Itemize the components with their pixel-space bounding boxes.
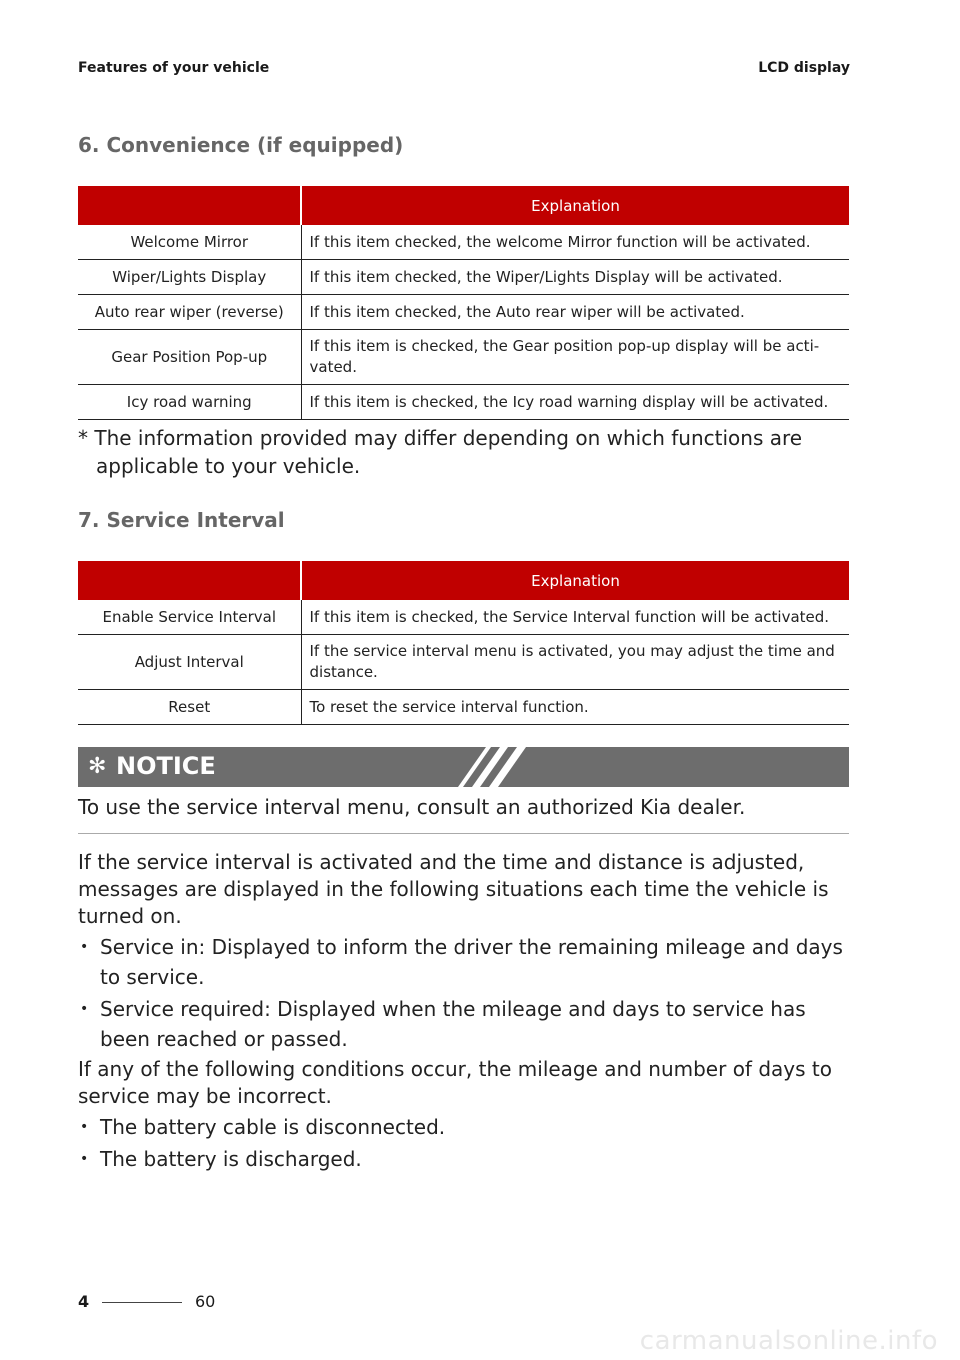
table-row — [78, 385, 849, 420]
service-interval-table — [78, 561, 849, 725]
section-number: 4 — [78, 1292, 90, 1311]
row-label: Adjust Interval — [78, 635, 301, 690]
service-interval-title: 7. Service Interval — [78, 508, 285, 532]
convenience-title: 6. Convenience (if equipped) — [78, 133, 404, 157]
header-chapter-title: LCD display — [758, 60, 850, 76]
notice-banner — [78, 747, 849, 787]
table-header-empty — [78, 186, 301, 225]
row-label: Icy road warning — [78, 385, 301, 420]
header-section-title: Features of your vehicle — [78, 60, 270, 76]
row-label: Wiper/Lights Display — [78, 260, 301, 295]
row-explanation: If this item checked, the Wiper/Lights Display will be activated. — [301, 260, 849, 295]
list-item: • Service required: Displayed when the mileage and days to service has been reached or passed. — [78, 994, 850, 1054]
row-label: Auto rear wiper (reverse) — [78, 295, 301, 330]
footnote-line-1: * The information provided may differ depending on which functions are — [78, 426, 803, 450]
notice-label: NOTICE — [116, 752, 216, 780]
table-header-explanation: Explanation — [301, 186, 849, 225]
paragraph: If the service interval is activated and the time and distance is adjusted, messages are displayed in the following situations each time the vehicle is turned on. — [78, 850, 829, 928]
row-explanation: If the service interval menu is activated, you may adjust the time and distance. — [301, 635, 849, 690]
table-row — [78, 295, 849, 330]
table-row — [78, 225, 849, 260]
row-explanation: If this item is checked, the Service Interval function will be activated. — [301, 600, 849, 635]
table-row — [78, 635, 849, 690]
notice-divider — [78, 833, 849, 834]
row-explanation: If this item checked, the Auto rear wiper will be activated. — [301, 295, 849, 330]
row-label: Gear Position Pop-up — [78, 330, 301, 385]
table-row — [78, 260, 849, 295]
row-label: Reset — [78, 690, 301, 725]
row-explanation: To reset the service interval function. — [301, 690, 849, 725]
footer-divider — [102, 1302, 182, 1303]
list-item: • Service in: Displayed to inform the driver the remaining mileage and days to service. — [78, 932, 850, 992]
watermark: carmanualsonline.info — [639, 1326, 938, 1356]
row-label: Enable Service Interval — [78, 600, 301, 635]
table-header-explanation: Explanation — [301, 561, 849, 600]
list-item: • The battery is discharged. — [78, 1144, 850, 1174]
page-number: 60 — [195, 1292, 216, 1311]
table-row — [78, 600, 849, 635]
table-row — [78, 690, 849, 725]
row-explanation: If this item checked, the welcome Mirror function will be activated. — [301, 225, 849, 260]
convenience-table — [78, 186, 849, 420]
asterisk-icon: ✻ — [88, 754, 107, 779]
table-header-row — [78, 561, 849, 600]
convenience-footnote — [78, 424, 838, 480]
body-content — [78, 849, 850, 1176]
row-label: Welcome Mirror — [78, 225, 301, 260]
paragraph: If any of the following conditions occur, the mileage and number of days to service may be incorrect. — [78, 1057, 832, 1108]
table-header-empty — [78, 561, 301, 600]
table-row — [78, 330, 849, 385]
list-item: • The battery cable is disconnected. — [78, 1112, 850, 1142]
row-explanation: If this item is checked, the Gear position pop-up display will be acti- vated. — [301, 330, 849, 385]
notice-text: To use the service interval menu, consult an authorized Kia dealer. — [78, 795, 746, 819]
table-header-row — [78, 186, 849, 225]
row-explanation: If this item is checked, the Icy road warning display will be activated. — [301, 385, 849, 420]
footnote-line-2: applicable to your vehicle. — [96, 454, 361, 478]
